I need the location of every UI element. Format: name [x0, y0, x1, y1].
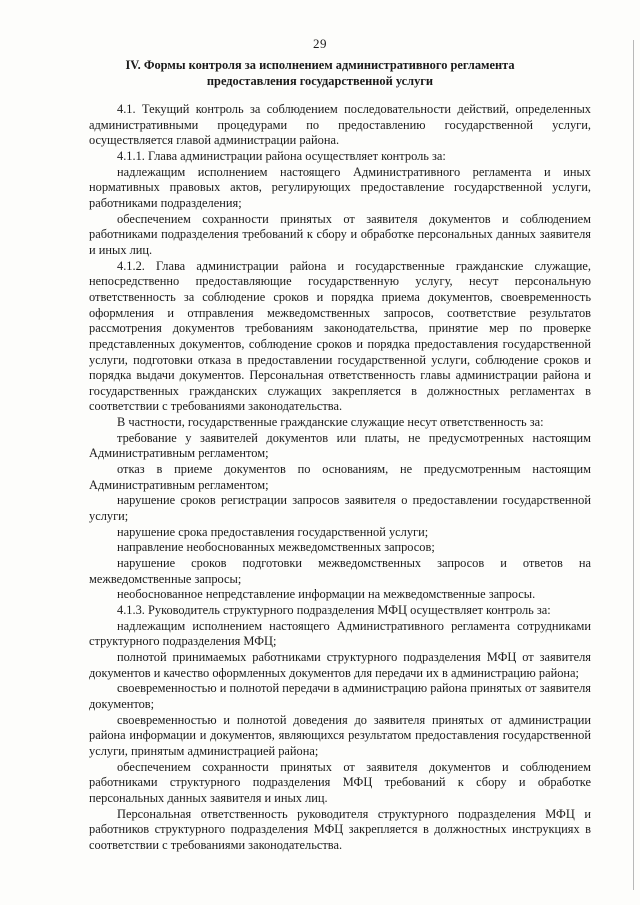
paragraph-responsibility: Персональная ответственность руководителя структурного подразделения МФЦ и работников структурного подразделения МФЦ закрепляется в должностных инструкциях в соответствии с требованиями законодательства. [89, 806, 591, 852]
paragraph-item: В частности, государственные гражданские служащие несут ответственность за: [117, 415, 544, 430]
paragraph-item: обеспечением сохранности принятых от заявителя документов и соблюдением работниками структурного подразделения МФЦ требований к сбору и обработке персональных данных заявителя и иных лиц. [89, 759, 591, 805]
paragraph-item: надлежащим исполнением настоящего Административного регламента сотрудниками структурного подразделения МФЦ; [89, 618, 591, 649]
paragraph-item: обеспечением сохранности принятых от заявителя документов и соблюдением работниками подразделения требований к сбору и обработке персональных данных заявителя и иных лиц. [89, 211, 591, 257]
paragraph-4-1: 4.1. Текущий контроль за соблюдением последовательности действий, определенных административными процедурами по предоставлению государственной услуги, осуществляется главой администрации района. [89, 102, 591, 148]
page-number: 29 [313, 36, 327, 51]
paragraph-item: отказ в приеме документов по основаниям, не предусмотренным настоящим Административным регламентом; [89, 462, 591, 492]
paragraph-item: надлежащим исполнением настоящего Административного регламента и иных нормативных правовых актов, регулирующих предоставление государственной услуги, работниками подразделения; [89, 164, 591, 210]
section-heading: IV. Формы контроля за исполнением административного регламента предоставления государственной услуги [125, 58, 515, 88]
document-body [89, 102, 591, 854]
paragraph-item: полнотой принимаемых работниками структурного подразделения МФЦ от заявителя документов и качество оформленных документов для передачи их в администрацию района; [89, 649, 591, 680]
paragraph-item: требование у заявителей документов или платы, не предусмотренных настоящим Административным регламентом; [89, 430, 591, 461]
page-edge-line [633, 40, 634, 890]
paragraph-item: своевременностью и полнотой передачи в администрацию района принятых от заявителя документов; [89, 681, 591, 711]
paragraph-4-1-1: 4.1.1. Глава администрации района осуществляет контроль за: [117, 148, 446, 163]
paragraph-4-1-3: 4.1.3. Руководитель структурного подразделения МФЦ осуществляет контроль за: [117, 603, 551, 617]
paragraph-item: нарушение сроков подготовки межведомственных запросов и ответов на межведомственные запросы; [89, 556, 591, 586]
paragraph-item: своевременностью и полнотой доведения до заявителя принятых от администрации района информации и документов, являющихся результатом предоставления государственной услуги, принятым администрацией района; [89, 712, 591, 758]
paragraph-item: нарушение сроков регистрации запросов заявителя о предоставлении государственной услуги; [89, 493, 591, 524]
paragraph-item: направление необоснованных межведомственных запросов; [117, 540, 435, 555]
paragraph-item: необоснованное непредставление информации на межведомственные запросы. [117, 587, 536, 602]
paragraph-4-1-2: 4.1.2. Глава администрации района и государственные гражданские служащие, непосредственно предоставляющие государственную услугу, несут персональную ответственность за соблюдение сроков и порядка приема документов, своевременность оформления и отправления межведомственных запросов, соответствие результатов рассмотрения документов требованиям законодательства, принятие мер по проверке представленных документов, соблюдение сроков и порядка предоставления государственной услуги, подготовки отказа в предоставлении государственной услуги, соблюдение сроков и порядка выдачи документов. Персональная ответственность главы администрации района и государственных гражданских служащих закрепляется в должностных регламентах в соответствии с требованиями законодательства. [89, 258, 591, 414]
paragraph-item: нарушение срока предоставления государственной услуги; [117, 524, 429, 539]
